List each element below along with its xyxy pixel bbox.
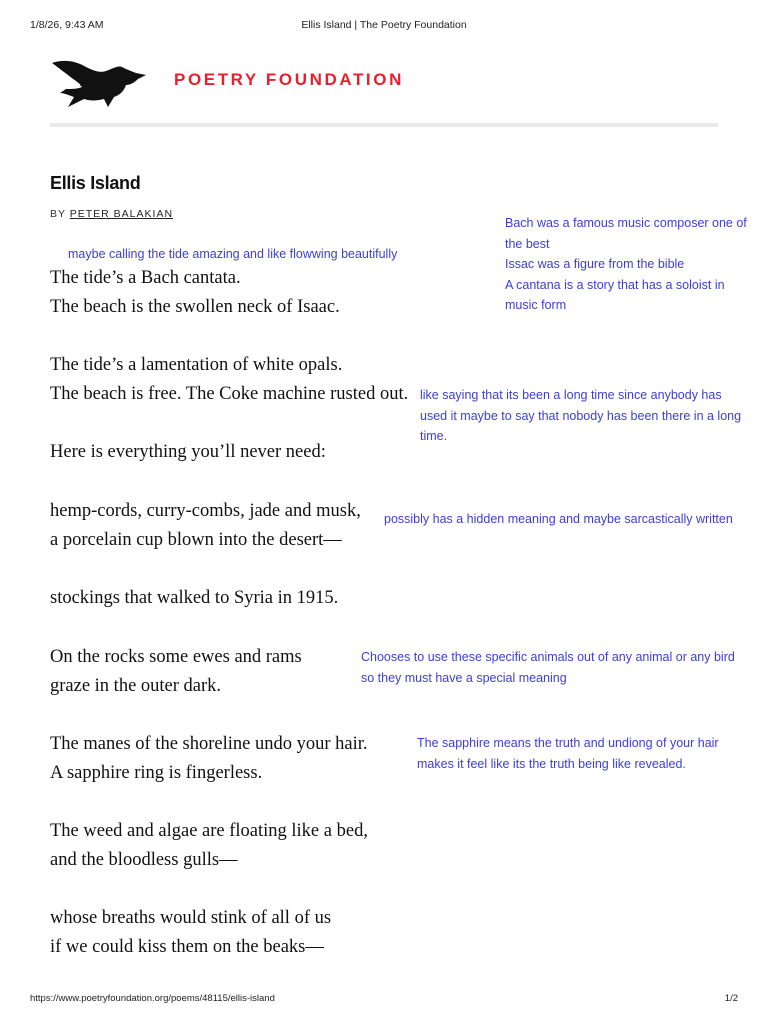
poem-line: whose breaths would stink of all of us bbox=[50, 908, 332, 928]
print-title: Ellis Island | The Poetry Foundation bbox=[301, 19, 467, 31]
annotation-animals bbox=[361, 647, 766, 688]
poem-line: stockings that walked to Syria in 1915. bbox=[50, 588, 339, 608]
page-url[interactable]: https://www.poetryfoundation.org/poems/48115/ellis-island bbox=[30, 993, 275, 1004]
poem-line: The manes of the shoreline undo your hair. bbox=[50, 734, 368, 754]
poem-line: a porcelain cup blown into the desert— bbox=[50, 530, 342, 550]
print-date: 1/8/26, 9:43 AM bbox=[30, 19, 104, 31]
poem-line: and the bloodless gulls— bbox=[50, 850, 238, 870]
poem-line: hemp-cords, curry-combs, jade and musk, bbox=[50, 501, 361, 521]
annotation-line: so they must have a special meaning bbox=[361, 670, 567, 685]
poem-line: On the rocks some ewes and rams bbox=[50, 647, 302, 667]
annotation-line: Chooses to use these specific animals out of any animal or any bird bbox=[361, 650, 735, 664]
poem-line: if we could kiss them on the beaks— bbox=[50, 937, 324, 957]
poem-line: The weed and algae are floating like a bed, bbox=[50, 821, 368, 841]
poem-line: The beach is the swollen neck of Isaac. bbox=[50, 297, 340, 317]
poem-line: The beach is free. The Coke machine rusted out. bbox=[50, 384, 409, 404]
annotation-line: A cantana is a story that has a soloist in bbox=[505, 277, 725, 292]
annotation-line: Bach was a famous music composer one of bbox=[505, 216, 747, 230]
poem-line: Here is everything you’ll never need: bbox=[50, 442, 326, 462]
annotation-line: Issac was a figure from the bible bbox=[505, 257, 685, 271]
author-link[interactable]: PETER BALAKIAN bbox=[69, 208, 174, 220]
poem-line: graze in the outer dark. bbox=[50, 676, 222, 696]
by-label: BY bbox=[50, 208, 66, 220]
annotation-sapphire bbox=[417, 733, 766, 774]
logo-text: POETRY FOUNDATION bbox=[174, 70, 404, 89]
poem-title: Ellis Island bbox=[50, 173, 141, 193]
annotation-line: makes it feel like its the truth being like revealed. bbox=[417, 756, 686, 771]
annotation-coke-machine bbox=[420, 385, 766, 447]
annotation-line: The sapphire means the truth and undiong of your hair bbox=[417, 736, 719, 750]
annotation-bach bbox=[505, 213, 767, 316]
annotation-line: used it maybe to say that nobody has been there in a long bbox=[420, 408, 742, 423]
annotation-line: the best bbox=[505, 236, 550, 251]
byline bbox=[50, 208, 173, 220]
page-number: 1/2 bbox=[724, 993, 738, 1004]
annotation-tide: maybe calling the tide amazing and like flowwing beautifully bbox=[68, 247, 398, 261]
poem-line: The tide’s a Bach cantata. bbox=[50, 268, 241, 288]
annotation-line: music form bbox=[505, 298, 567, 312]
annotation-hidden-meaning: possibly has a hidden meaning and maybe sarcastically written bbox=[384, 512, 733, 526]
poem-line: A sapphire ring is fingerless. bbox=[50, 763, 263, 783]
annotation-line: time. bbox=[420, 429, 448, 443]
annotation-line: like saying that its been a long time since anybody has bbox=[420, 388, 722, 402]
header-divider bbox=[50, 123, 718, 127]
poetry-foundation-logo[interactable] bbox=[50, 48, 404, 112]
bird-icon bbox=[50, 49, 148, 111]
poem-line: The tide’s a lamentation of white opals. bbox=[50, 355, 343, 375]
